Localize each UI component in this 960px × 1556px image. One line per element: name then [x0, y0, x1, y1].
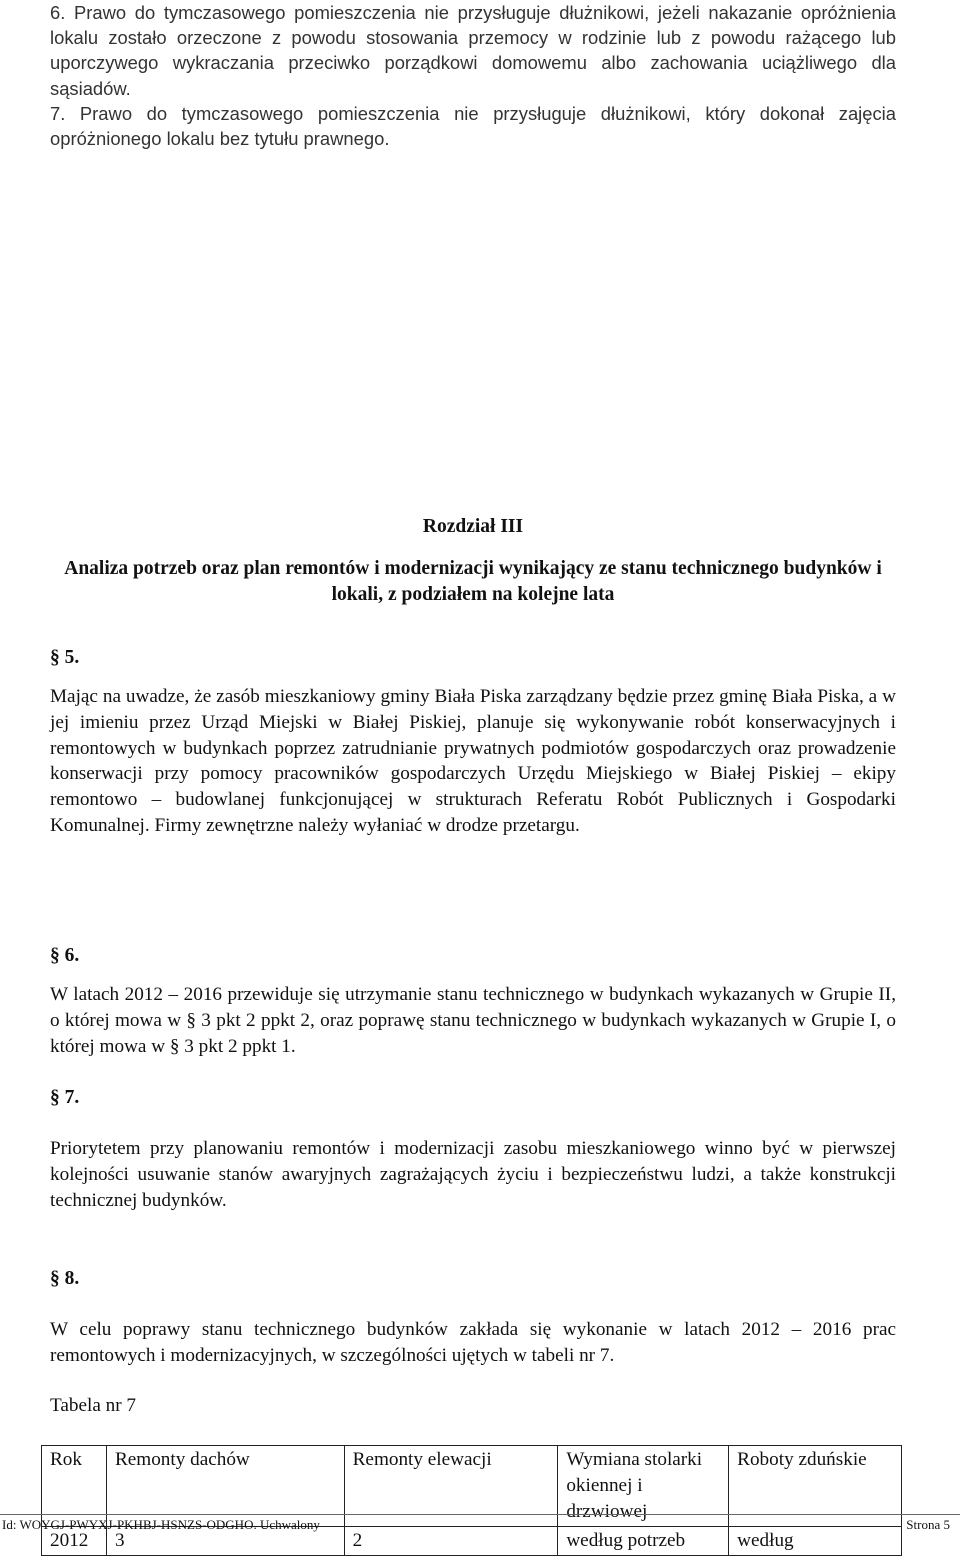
table-cell: 2: [344, 1527, 558, 1556]
section-mark-5: § 5.: [50, 647, 80, 668]
table-cell: według potrzeb: [558, 1527, 729, 1556]
document-id: Id: WOYGJ-PWYXJ-PKHBJ-HSNZS-ODGHO. Uchwalony: [2, 1517, 320, 1532]
section-mark-8: § 8.: [50, 1268, 80, 1289]
section-6-paragraph: W latach 2012 – 2016 przewiduje się utrzymanie stanu technicznego w budynkach wykazanych w Grupie II, o której mowa w § 3 pkt 2 ppkt 2, oraz poprawę stanu technicznego w budynkach wykazanych w Grupie I, o której mowa w § 3 pkt 2 ppkt 1.: [50, 984, 896, 1057]
page-number: Strona 5: [906, 1517, 950, 1532]
table-cell: według: [729, 1527, 902, 1556]
paragraph-7: 7. Prawo do tymczasowego pomieszczenia nie przysługuje dłużnikowi, który dokonał zajęcia opróżnionego lokalu bez tytułu prawnego.: [50, 102, 896, 150]
top-paragraphs: [50, 0, 896, 151]
table-header-cell: Roboty zduńskie: [729, 1446, 902, 1527]
section-mark-7: § 7.: [50, 1087, 80, 1108]
page-footer: [0, 1513, 960, 1537]
section-text-8: [50, 1317, 896, 1369]
chapter-title: Rozdział III: [422, 516, 524, 537]
section-text-6: [50, 982, 896, 1059]
table-header-cell: Rok: [42, 1446, 107, 1527]
section-5-paragraph: Mając na uwadze, że zasób mieszkaniowy gminy Biała Piska zarządzany będzie przez gminę Biała Piska, a w jej imieniu przez Urząd Miejski w Białej Piskiej, planuje się wykonywanie robót konserwacyjnych i remontowych w budynkach poprzez zatrudnianie prywatnych podmiotów gospodarczych oraz prowadzenie konserwacji przy pomocy pracowników gospodarczych Urzędu Miejskiego w Białej Piskiej – ekipy remontowo – budowlanej funkcjonującej w strukturach Referatu Robót Publicznych i Gospodarki Komunalnej. Firmy zewnętrzne należy wyłaniać w drodze przetargu.: [50, 686, 896, 836]
chapter-subtitle: Analiza potrzeb oraz plan remontów i modernizacji wynikający ze stanu technicznego budynków i lokali, z podziałem na kolejne lata: [64, 558, 882, 605]
section-7-paragraph: Priorytetem przy planowaniu remontów i modernizacji zasobu mieszkaniowego winno być w pierwszej kolejności usuwanie stanów awaryjnych zagrażających życiu i bezpieczeństwu ludzi, a także konstrukcji technicznej budynków.: [50, 1138, 896, 1211]
section-text-7: [50, 1136, 896, 1213]
table-7: [41, 1445, 902, 1556]
chapter-heading: [50, 514, 896, 608]
table-header-cell: Remonty elewacji: [344, 1446, 558, 1527]
table-header-cell: Remonty dachów: [106, 1446, 344, 1527]
table-label: Tabela nr 7: [50, 1395, 137, 1416]
table-header-cell: Wymiana stolarki okiennej i drzwiowej: [558, 1446, 729, 1527]
section-mark-6: § 6.: [50, 945, 80, 966]
table-cell: 2012: [42, 1527, 107, 1556]
section-8-paragraph: W celu poprawy stanu technicznego budynków zakłada się wykonanie w latach 2012 – 2016 prac remontowych i modernizacyjnych, w szczególności ujętych w tabeli nr 7.: [50, 1319, 896, 1366]
section-text-5: [50, 684, 896, 839]
table-cell: 3: [106, 1527, 344, 1556]
paragraph-6: 6. Prawo do tymczasowego pomieszczenia nie przysługuje dłużnikowi, jeżeli nakazanie opróżnienia lokalu zostało orzeczone z powodu stosowania przemocy w rodzinie lub z powodu rażącego lub uporczywego wykraczania przeciwko porządkowi domowemu albo zachowania uciążliwego dla sąsiadów.: [50, 2, 896, 99]
